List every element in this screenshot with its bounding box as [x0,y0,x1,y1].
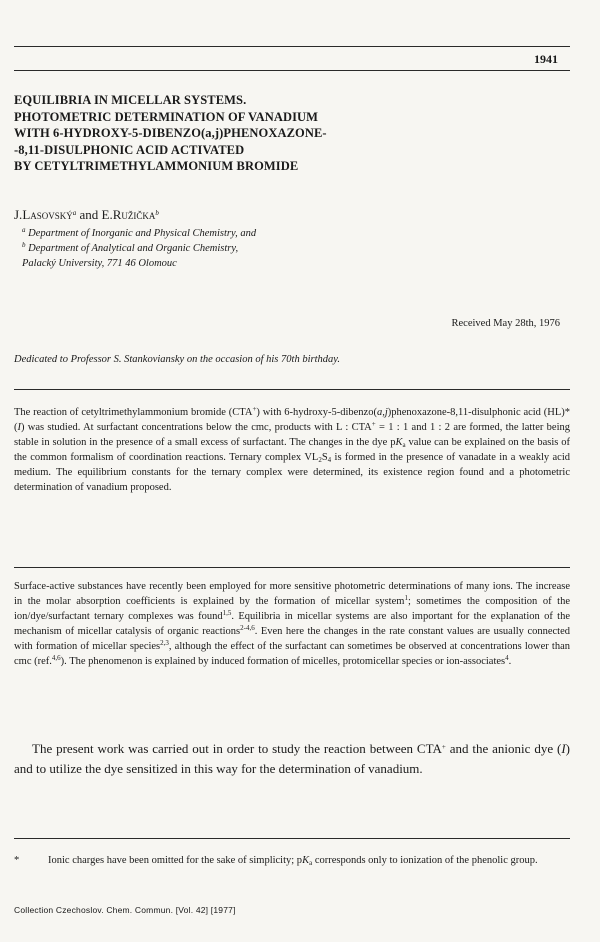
aim-paragraph: The present work was carried out in order to study the reaction between CTA+ and the anionic dye (I) and to utilize the dye sensitized in this way for the determination of vanadium. [14,741,571,776]
title-line: EQUILIBRIA IN MICELLAR SYSTEMS. [14,93,247,107]
abstract-rule-top [14,389,570,390]
author-initial: E. [101,207,113,222]
affiliation-text: Department of Inorganic and Physical Chemistry, and [28,228,257,239]
title-line: WITH 6-HYDROXY-5-DIBENZO(a,j)PHENOXAZONE- [14,126,327,140]
affiliation-mark: b [155,209,159,217]
footnote: * Ionic charges have been omitted for the sake of simplicity; $pK_a$ corresponds only to ionization of the phenolic group. [14,855,538,867]
received-date: Received May 28th, 1976 [451,318,560,329]
affiliation-mark: b [22,241,26,249]
reference-citation: 4,6 [51,654,61,662]
affiliations [22,226,256,271]
affiliation-line [22,241,256,256]
affiliation-line [22,226,256,241]
introduction-paragraph: Surface-active substances have recently been employed for more sensitive photometric determinations of many ions. The increase in the molar absorption coefficients is explained by the formation of micellar system$^1$; sometimes the composition of the ion/dye/surfactant ternary complexes was found$^{1,5}$. Equilibria in micellar systems are also important for the explanation of the mechanism of micellar catalysis of organic reactions$^{2-4,6}$. Even here the changes in the rate constant values are usually connected with formation of micellar species$^{2,3}$, although the effect of the surfactant can sometimes be observed at concentrations lower than cmc (ref.$^{4,6}$). The phenomenon is explained by induced formation of micelles, protomicellar species or ion-associates$^4$. [14,581,570,667]
journal-citation: Collection Czechoslov. Chem. Commun. [Vol. 42] [1977] [14,905,236,915]
author-conjunction: and [76,207,102,222]
header-rule [14,46,570,47]
footnote-rule [14,838,570,839]
reference-citation: 1 [404,594,408,602]
abstract: The reaction of cetyltrimethylammonium bromide (CTA+) with 6-hydroxy-5-dibenzo(a,j)phenoxazone-8,11-disulphonic acid (HL)* (I) was studied. At surfactant concentrations below the cmc, products with L : CTA+ = 1 : 1 and 1 : 2 are formed, the latter being stable in solution in the presence of a small excess of surfactant. The changes in the dye $pK_a$ value can be explained on the basis of the common formalism of coordination reactions. Ternary complex $VL_2S_4$ is formed in the presence of vanadate in a weakly acid medium. The equilibrium constants for the ternary complex were determined, its existence region found and a photometric determination of vanadium proposed. [14,405,571,493]
affiliation-line [22,256,256,271]
affiliation-mark: a [22,226,26,234]
affiliation-text: Department of Analytical and Organic Chemistry, [28,243,239,254]
author-initial: J. [14,207,23,222]
abstract-rule-bottom [14,567,570,568]
reference-citation: 1,5 [222,609,232,617]
paper-title [14,92,574,175]
page-number: 1941 [534,52,558,66]
title-line: PHOTOMETRIC DETERMINATION OF VANADIUM [14,109,319,124]
affiliation-text: Palacký University, 771 46 Olomouc [22,258,177,269]
reference-citation: 4 [505,654,509,662]
reference-citation: 2,3 [160,639,169,647]
footnote-mark: * [14,855,20,866]
title-line: -8,11-DISULPHONIC ACID ACTIVATED [14,142,245,157]
dedication: Dedicated to Professor S. Stankoviansky on the occasion of his 70th birthday. [14,354,340,365]
authors [14,207,159,223]
author-surname: Lasovský [22,207,73,222]
reference-citation: 2-4,6 [240,624,255,632]
author-surname: Ružička [112,207,156,222]
affiliation-mark: a [72,209,77,217]
title-line: BY CETYLTRIMETHYLAMMONIUM BROMIDE [14,159,299,173]
header-rule-bottom [14,70,570,71]
